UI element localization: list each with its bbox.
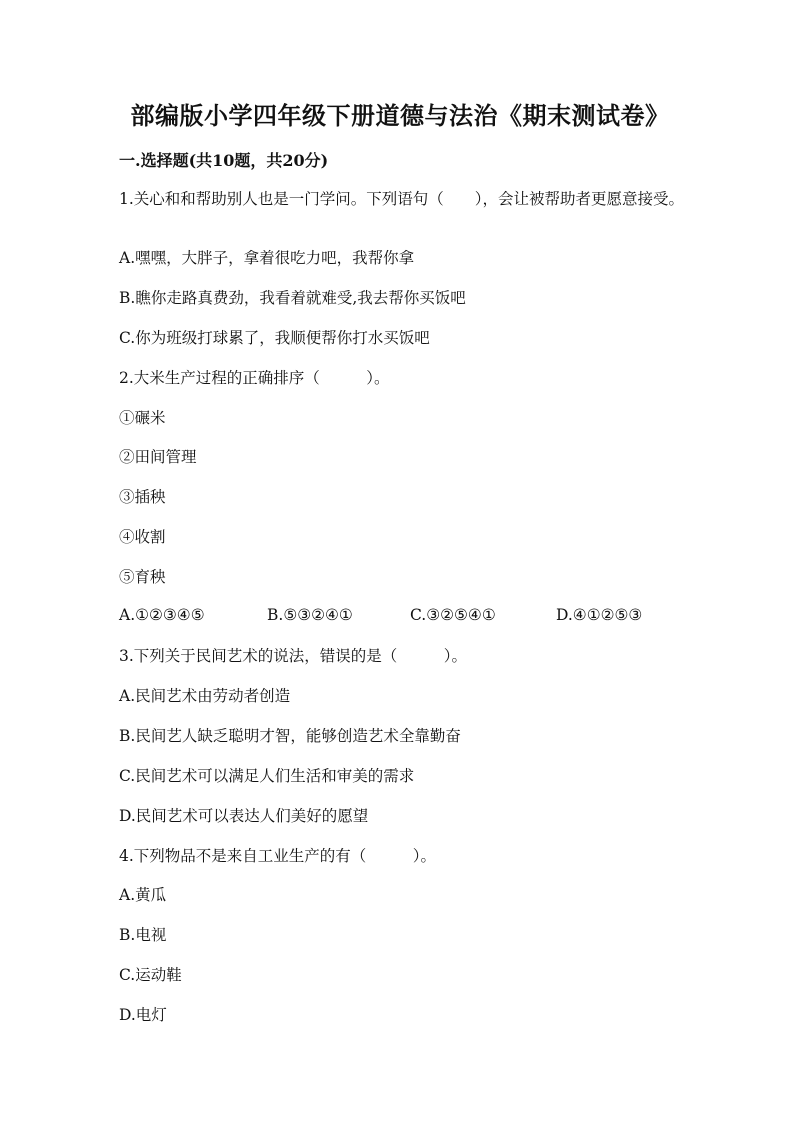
- question-1-option-b: B.瞧你走路真费劲，我看着就难受,我去帮你买饭吧: [119, 289, 466, 307]
- question-2-item-4: ④收割: [119, 528, 166, 546]
- question-2-item-3: ③插秧: [119, 488, 166, 506]
- question-2-stem: 2.大米生产过程的正确排序（ ）。: [119, 369, 390, 387]
- question-1-option-a: A.嘿嘿，大胖子，拿着很吃力吧，我帮你拿: [119, 249, 415, 267]
- question-2-item-1: ①碾米: [119, 409, 166, 427]
- question-3-option-c: C.民间艺术可以满足人们生活和审美的需求: [119, 767, 415, 785]
- question-4-option-b: B.电视: [119, 926, 167, 944]
- question-4-option-a: A.黄瓜: [119, 886, 167, 904]
- question-2-item-5: ⑤育秧: [119, 568, 166, 586]
- question-4-option-d: D.电灯: [119, 1006, 167, 1024]
- question-1-stem: 1.关心和和帮助别人也是一门学问。下列语句（ ），会让被帮助者更愿意接受。: [119, 190, 685, 208]
- question-1-option-c: C.你为班级打球累了，我顺便帮你打水买饭吧: [119, 329, 430, 347]
- question-2-option-d: D.④①②⑤③: [556, 606, 643, 624]
- page-title: 部编版小学四年级下册道德与法治《期末测试卷》: [130, 101, 670, 130]
- question-3-option-d: D.民间艺术可以表达人们美好的愿望: [119, 807, 369, 825]
- question-3-stem: 3.下列关于民间艺术的说法，错误的是（ ）。: [119, 647, 468, 665]
- question-2-option-b: B.⑤③②④①: [267, 606, 353, 624]
- question-2-option-c: C.③②⑤④①: [410, 606, 496, 624]
- question-2-options: [119, 606, 679, 626]
- section-heading: 一.选择题(共10题，共20分): [119, 151, 329, 170]
- question-2-item-2: ②田间管理: [119, 448, 197, 466]
- question-2-option-a: A.①②③④⑤: [119, 606, 205, 624]
- question-3-option-a: A.民间艺术由劳动者创造: [119, 687, 291, 705]
- question-4-stem: 4.下列物品不是来自工业生产的有（ ）。: [119, 847, 437, 865]
- question-4-option-c: C.运动鞋: [119, 966, 182, 984]
- question-3-option-b: B.民间艺人缺乏聪明才智，能够创造艺术全靠勤奋: [119, 727, 461, 745]
